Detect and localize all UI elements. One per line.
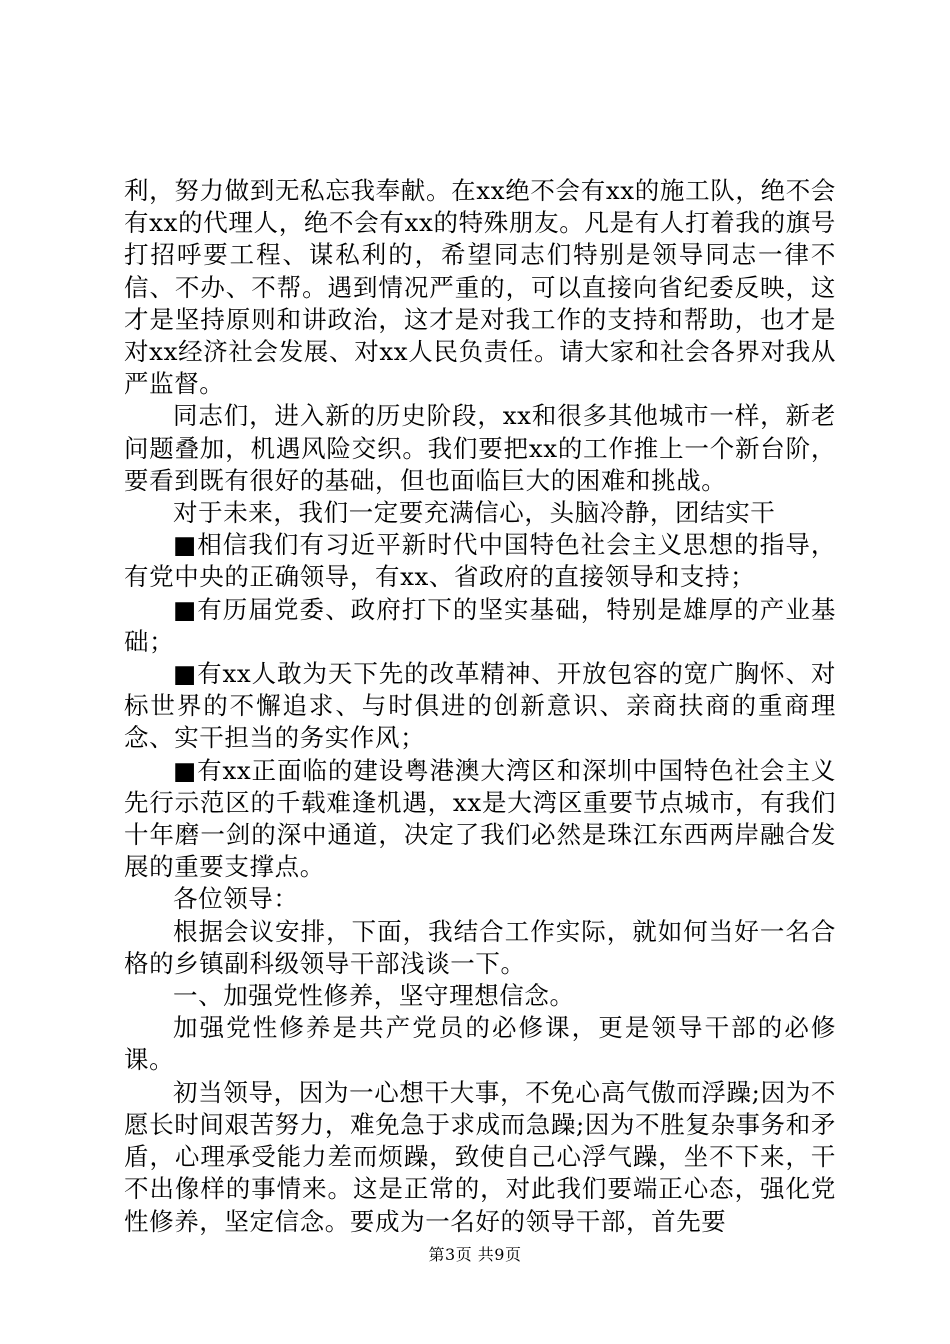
paragraph-7: ■有xx正面临的建设粤港澳大湾区和深圳中国特色社会主义先行示范区的千载难逢机遇，xx是大湾区重要节点城市，有我们十年磨一剑的深中通道，决定了我们必然是珠江东西两岸融合发展的重要支撑点。 [124,755,836,882]
paragraph-6: ■有xx人敢为天下先的改革精神、开放包容的宽广胸怀、对标世界的不懈追求、与时俱进的创新意识、亲商扶商的重商理念、实干担当的务实作风； [124,659,836,753]
page-footer: 第3页 共9页 [428,1245,522,1264]
paragraph-12: 初当领导，因为一心想干大事，不免心高气傲而浮躁;因为不愿长时间艰苦努力，难免急于求成而急躁;因为不胜复杂事务和矛盾，心理承受能力差而烦躁，致使自己心浮气躁，坐不下来，干不出像样的事情来。这是正常的，对此我们要端正心态，强化党性修养，坚定信念。要成为一名好的领导干部，首先要 [124,1077,836,1236]
paragraph-3: 对于未来，我们一定要充满信心，头脑冷静，团结实干 [173,498,776,528]
paragraph-5: ■有历届党委、政府打下的坚实基础，特别是雄厚的产业基础； [124,594,836,656]
paragraph-8: 各位领导： [173,884,299,914]
paragraph-10: 一、加强党性修养，坚守理想信念。 [173,981,575,1011]
document-body [124,175,836,1238]
paragraph-9: 根据会议安排，下面，我结合工作实际，就如何当好一名合格的乡镇副科级领导干部浅谈一下。 [124,916,836,978]
paragraph-11: 加强党性修养是共产党员的必修课，更是领导干部的必修课。 [124,1013,836,1075]
paragraph-1: 利，努力做到无私忘我奉献。在xx绝不会有xx的施工队，绝不会有xx的代理人，绝不会有xx的特殊朋友。凡是有人打着我的旗号打招呼要工程、谋私利的，希望同志们特别是领导同志一律不信、不办、不帮。遇到情况严重的，可以直接向省纪委反映，这才是坚持原则和讲政治，这才是对我工作的支持和帮助，也才是对xx经济社会发展、对xx人民负责任。请大家和社会各界对我从严监督。 [124,176,836,399]
paragraph-2: 同志们，进入新的历史阶段，xx和很多其他城市一样，新老问题叠加，机遇风险交织。我们要把xx的工作推上一个新台阶，要看到既有很好的基础，但也面临巨大的困难和挑战。 [124,401,836,495]
paragraph-4: ■相信我们有习近平新时代中国特色社会主义思想的指导，有党中央的正确领导，有xx、省政府的直接领导和支持； [124,530,836,592]
